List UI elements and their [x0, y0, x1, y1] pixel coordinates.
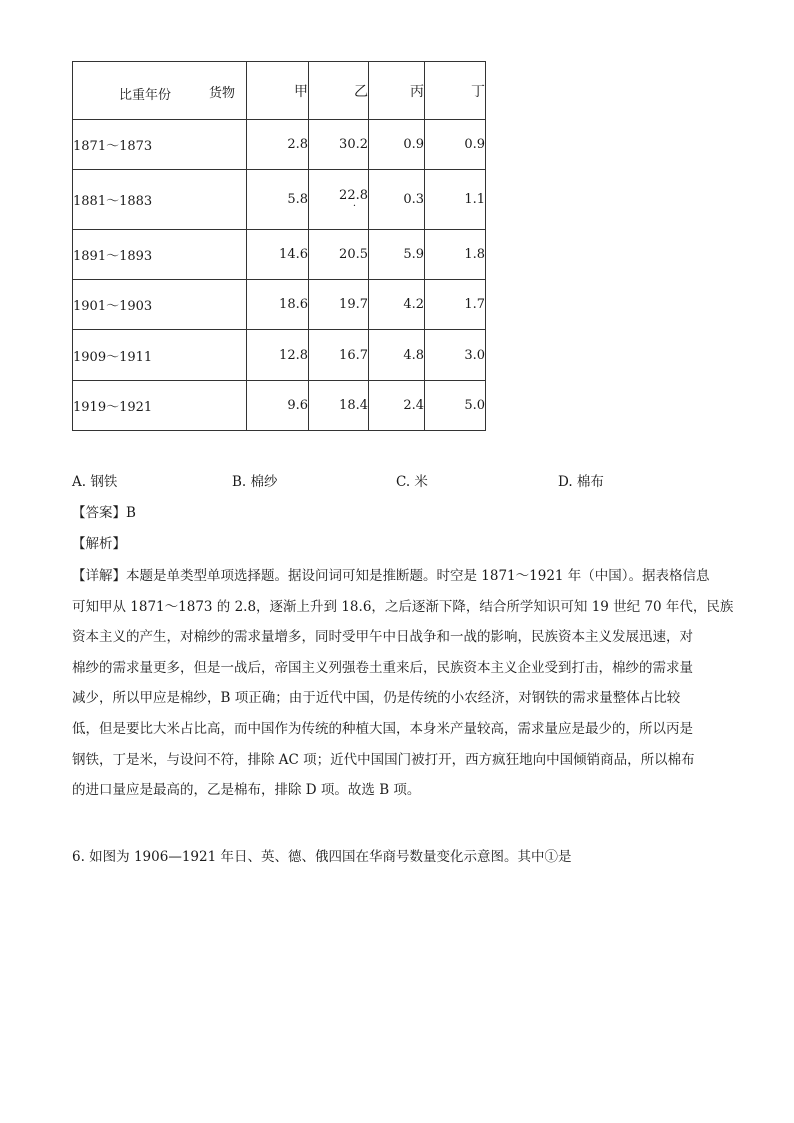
question-6: 6. 如图为 1906—1921 年日、英、德、俄四国在华商号数量变化示意图。其中①是	[72, 849, 572, 865]
value-cell: 18.4	[309, 381, 369, 431]
explanation-line: 钢铁，丁是米，与设问不符，排除 AC 项；近代中国国门被打开，西方疯狂地向中国倾销商品，所以棉布	[72, 751, 695, 768]
column-header: 乙	[309, 62, 369, 120]
value-cell: 12.8	[247, 330, 309, 381]
year-cell: 1881～1883	[73, 170, 247, 230]
corner-goods-label: 货物	[209, 86, 236, 101]
table-row	[73, 280, 486, 330]
table-row	[73, 170, 486, 230]
value-cell: 16.7	[309, 330, 369, 381]
value-text: 22.8	[339, 188, 368, 203]
table-header-row	[73, 62, 486, 120]
value-cell: 9.6	[247, 381, 309, 431]
answer-value: B	[126, 505, 136, 521]
value-cell: 0.3	[369, 170, 425, 230]
value-cell: 4.8	[369, 330, 425, 381]
option-b: B. 棉纱	[232, 474, 278, 490]
value-cell: 5.8	[247, 170, 309, 230]
explanation-line: 【详解】本题是单类型单项选择题。据设问词可知是推断题。时空是 1871～1921 年（中国）。据表格信息	[72, 568, 710, 584]
explanation-line: 棉纱的需求量更多，但是一战后，帝国主义列强卷土重来后，民族资本主义企业受到打击，棉纱的需求量	[72, 659, 693, 676]
value-cell: 5.9	[369, 230, 425, 280]
table-row	[73, 330, 486, 381]
explanation-line: 减少，所以甲应是棉纱，B 项正确；由于近代中国，仍是传统的小农经济，对钢铁的需求量整体占比较	[72, 690, 681, 707]
corner-year-label: 比重年份	[119, 88, 172, 103]
value-cell: 1.7	[425, 280, 486, 330]
value-cell: 18.6	[247, 280, 309, 330]
year-cell: 1871～1873	[73, 120, 247, 170]
column-header: 丙	[369, 62, 425, 120]
explanation-line: 低，但是要比大米占比高，而中国作为传统的种植大国，本身米产量较高，需求量应是最少的，所以丙是	[72, 720, 693, 737]
value-cell: 5.0	[425, 381, 486, 431]
explanation-line: 的进口量应是最高的，乙是棉布，排除 D 项。故选 B 项。	[72, 782, 421, 799]
explanation-line: 可知甲从 1871～1873 的 2.8，逐渐上升到 18.6，之后逐渐下降，结合所学知识可知 19 世纪 70 年代，民族	[72, 598, 734, 615]
value-cell: 1.8	[425, 230, 486, 280]
year-cell: 1909～1911	[73, 330, 247, 381]
value-cell: 14.6	[247, 230, 309, 280]
year-cell: 1891～1893	[73, 230, 247, 280]
value-cell: 3.0	[425, 330, 486, 381]
option-d: D. 棉布	[558, 474, 604, 490]
value-cell: 1.1	[425, 170, 486, 230]
answer-line	[72, 501, 136, 521]
column-header: 甲	[247, 62, 309, 120]
dot-mark: ·	[352, 201, 357, 212]
option-a: A. 钢铁	[72, 474, 118, 490]
value-cell: 2.4	[369, 381, 425, 431]
option-c: C. 米	[396, 474, 428, 490]
value-cell: 30.2	[309, 120, 369, 170]
value-cell: 0.9	[369, 120, 425, 170]
table-row	[73, 381, 486, 431]
explanation-paragraph	[72, 561, 734, 806]
value-cell-marked	[309, 170, 369, 230]
value-cell: 4.2	[369, 280, 425, 330]
value-cell: 2.8	[247, 120, 309, 170]
table-row	[73, 230, 486, 280]
table-corner-cell	[73, 62, 247, 120]
import-share-table	[72, 61, 486, 431]
value-cell: 20.5	[309, 230, 369, 280]
value-cell: 0.9	[425, 120, 486, 170]
value-cell: 19.7	[309, 280, 369, 330]
column-header: 丁	[425, 62, 486, 120]
explanation-line: 资本主义的产生，对棉纱的需求量增多，同时受甲午中日战争和一战的影响，民族资本主义发展迅速，对	[72, 629, 693, 646]
year-cell: 1901～1903	[73, 280, 247, 330]
answer-label: 【答案】	[72, 505, 126, 521]
table-row	[73, 120, 486, 170]
year-cell: 1919～1921	[73, 381, 247, 431]
marked-value	[339, 188, 368, 212]
analysis-label: 【解析】	[72, 536, 126, 552]
